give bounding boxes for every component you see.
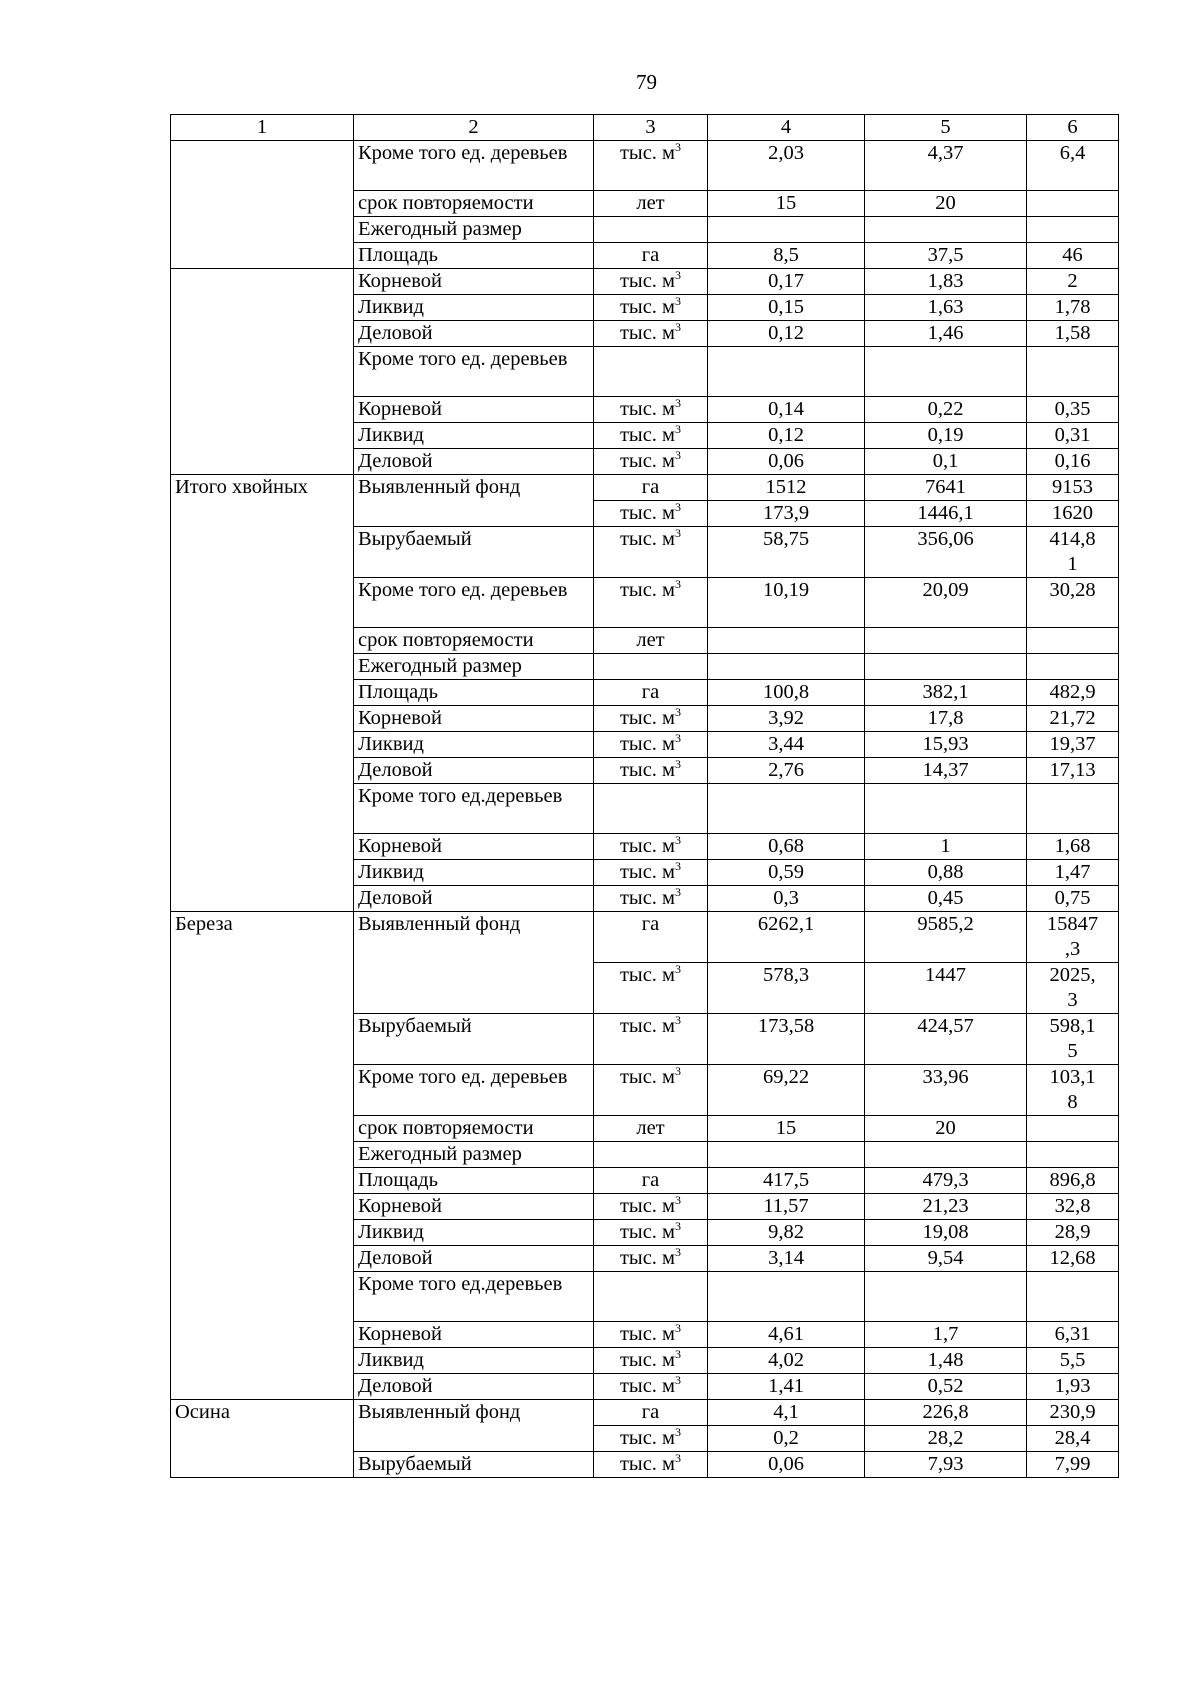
value-cell: 9153 [1027, 475, 1119, 501]
value-cell [865, 1272, 1027, 1322]
indicator-cell: Площадь [354, 680, 594, 706]
indicator-cell: срок повторяемости [354, 1116, 594, 1142]
unit-cell [594, 1348, 708, 1374]
indicator-cell: Кроме того ед. деревьев [354, 1065, 594, 1116]
table-row [171, 1400, 1119, 1426]
value-cell: 1,63 [865, 295, 1027, 321]
unit-exponent: 3 [675, 1321, 682, 1336]
value-cell: 2,03 [708, 141, 865, 191]
unit-text: га [641, 244, 660, 266]
indicator-cell: Ликвид [354, 732, 594, 758]
unit-cell [594, 347, 708, 397]
column-header: 5 [865, 115, 1027, 141]
value-cell: 11,57 [708, 1194, 865, 1220]
unit-text: тыс. м [619, 1323, 676, 1345]
value-cell [865, 217, 1027, 243]
value-cell: 1,48 [865, 1348, 1027, 1374]
unit-text: лет [636, 629, 665, 651]
value-cell [865, 784, 1027, 834]
unit-cell [594, 449, 708, 475]
unit-text: тыс. м [619, 835, 676, 857]
unit-exponent: 3 [675, 885, 682, 900]
unit-exponent: 3 [675, 448, 682, 463]
unit-cell [594, 912, 708, 963]
value-cell: 7641 [865, 475, 1027, 501]
unit-cell [594, 1194, 708, 1220]
unit-cell [594, 1426, 708, 1452]
indicator-cell: Корневой [354, 1194, 594, 1220]
unit-cell [594, 578, 708, 628]
unit-cell [594, 963, 708, 1014]
indicator-cell: Выявленный фонд [354, 1400, 594, 1452]
value-cell: 9,54 [865, 1246, 1027, 1272]
value-cell: 1 [865, 834, 1027, 860]
value-cell [1027, 217, 1119, 243]
value-cell: 0,12 [708, 321, 865, 347]
unit-text: тыс. м [619, 322, 676, 344]
value-cell: 1512 [708, 475, 865, 501]
unit-cell [594, 501, 708, 527]
table-row [171, 475, 1119, 501]
value-cell: 15 [708, 1116, 865, 1142]
value-cell: 578,3 [708, 963, 865, 1014]
unit-exponent: 3 [675, 1064, 682, 1079]
indicator-cell: Ежегодный размер [354, 654, 594, 680]
value-cell: 17,13 [1027, 758, 1119, 784]
column-header: 1 [171, 115, 354, 141]
page-number: 79 [636, 70, 657, 94]
unit-text: тыс. м [619, 450, 676, 472]
unit-exponent: 3 [675, 1451, 682, 1466]
indicator-cell: Корневой [354, 834, 594, 860]
unit-exponent: 3 [675, 500, 682, 515]
unit-text: тыс. м [619, 1375, 676, 1397]
value-cell: 0,31 [1027, 423, 1119, 449]
value-cell: 6,31 [1027, 1322, 1119, 1348]
value-cell: 21,72 [1027, 706, 1119, 732]
unit-cell [594, 706, 708, 732]
unit-text: га [641, 1401, 660, 1423]
indicator-cell: Ликвид [354, 423, 594, 449]
value-cell: 103,1 8 [1027, 1065, 1119, 1116]
indicator-cell: Деловой [354, 758, 594, 784]
value-cell: 0,1 [865, 449, 1027, 475]
unit-cell [594, 191, 708, 217]
value-cell: 19,08 [865, 1220, 1027, 1246]
value-cell [708, 628, 865, 654]
unit-text: тыс. м [619, 270, 676, 292]
value-cell: 0,15 [708, 295, 865, 321]
indicator-cell: Ликвид [354, 1220, 594, 1246]
value-cell: 0,12 [708, 423, 865, 449]
unit-text: тыс. м [619, 1427, 676, 1449]
unit-exponent: 3 [675, 1373, 682, 1388]
value-cell: 32,8 [1027, 1194, 1119, 1220]
unit-cell [594, 475, 708, 501]
value-cell: 4,1 [708, 1400, 865, 1426]
value-cell: 356,06 [865, 527, 1027, 578]
value-cell: 37,5 [865, 243, 1027, 269]
value-cell [1027, 784, 1119, 834]
value-cell: 0,88 [865, 860, 1027, 886]
unit-text: лет [636, 1117, 665, 1139]
value-cell: 1447 [865, 963, 1027, 1014]
value-cell: 3,14 [708, 1246, 865, 1272]
value-cell: 15,93 [865, 732, 1027, 758]
value-cell: 17,8 [865, 706, 1027, 732]
value-cell: 20 [865, 1116, 1027, 1142]
unit-exponent: 3 [675, 731, 682, 746]
unit-cell [594, 628, 708, 654]
unit-cell [594, 886, 708, 912]
value-cell: 7,93 [865, 1452, 1027, 1478]
value-cell: 598,1 5 [1027, 1014, 1119, 1065]
unit-text: тыс. м [619, 142, 676, 164]
value-cell: 1,68 [1027, 834, 1119, 860]
unit-text: тыс. м [619, 502, 676, 524]
unit-exponent: 3 [675, 320, 682, 335]
value-cell: 414,8 1 [1027, 527, 1119, 578]
unit-text: тыс. м [619, 424, 676, 446]
indicator-cell: Ежегодный размер [354, 217, 594, 243]
value-cell: 482,9 [1027, 680, 1119, 706]
unit-exponent: 3 [675, 140, 682, 155]
value-cell: 0,2 [708, 1426, 865, 1452]
indicator-cell: Выявленный фонд [354, 475, 594, 527]
value-cell [1027, 347, 1119, 397]
value-cell: 1,83 [865, 269, 1027, 295]
indicator-cell: Кроме того ед.деревьев [354, 1272, 594, 1322]
value-cell: 28,9 [1027, 1220, 1119, 1246]
unit-exponent: 3 [675, 859, 682, 874]
value-cell: 28,2 [865, 1426, 1027, 1452]
unit-exponent: 3 [675, 294, 682, 309]
unit-cell [594, 1322, 708, 1348]
unit-text: га [641, 913, 660, 935]
value-cell: 4,61 [708, 1322, 865, 1348]
value-cell: 382,1 [865, 680, 1027, 706]
indicator-cell: Кроме того ед. деревьев [354, 578, 594, 628]
value-cell: 100,8 [708, 680, 865, 706]
indicator-cell: срок повторяемости [354, 628, 594, 654]
indicator-cell: Ежегодный размер [354, 1142, 594, 1168]
value-cell: 230,9 [1027, 1400, 1119, 1426]
value-cell: 1620 [1027, 501, 1119, 527]
unit-text: тыс. м [619, 707, 676, 729]
unit-text: тыс. м [619, 1066, 676, 1088]
unit-cell [594, 1142, 708, 1168]
value-cell: 9585,2 [865, 912, 1027, 963]
unit-text: тыс. м [619, 1221, 676, 1243]
value-cell [1027, 1272, 1119, 1322]
unit-cell [594, 1014, 708, 1065]
header-row [171, 115, 1119, 141]
table-row [171, 269, 1119, 295]
species-cell [171, 141, 354, 269]
unit-exponent: 3 [675, 1425, 682, 1440]
unit-exponent: 3 [675, 1245, 682, 1260]
unit-exponent: 3 [675, 268, 682, 283]
value-cell [1027, 191, 1119, 217]
value-cell: 28,4 [1027, 1426, 1119, 1452]
unit-cell [594, 680, 708, 706]
unit-exponent: 3 [675, 1219, 682, 1234]
value-cell [1027, 1142, 1119, 1168]
value-cell: 58,75 [708, 527, 865, 578]
unit-text: тыс. м [619, 1349, 676, 1371]
unit-cell [594, 527, 708, 578]
unit-cell [594, 269, 708, 295]
unit-text: тыс. м [619, 887, 676, 909]
indicator-cell: Выявленный фонд [354, 912, 594, 1014]
value-cell: 21,23 [865, 1194, 1027, 1220]
value-cell: 0,19 [865, 423, 1027, 449]
unit-text: тыс. м [619, 861, 676, 883]
value-cell: 7,99 [1027, 1452, 1119, 1478]
value-cell: 1,41 [708, 1374, 865, 1400]
unit-text: лет [636, 192, 665, 214]
value-cell: 0,22 [865, 397, 1027, 423]
unit-cell [594, 397, 708, 423]
value-cell: 0,3 [708, 886, 865, 912]
unit-cell [594, 834, 708, 860]
value-cell [708, 347, 865, 397]
value-cell: 0,16 [1027, 449, 1119, 475]
value-cell: 1,46 [865, 321, 1027, 347]
unit-text: тыс. м [619, 964, 676, 986]
unit-text: тыс. м [619, 398, 676, 420]
species-cell: Береза [171, 912, 354, 1400]
indicator-cell: Кроме того ед. деревьев [354, 347, 594, 397]
indicator-cell: Корневой [354, 397, 594, 423]
unit-exponent: 3 [675, 705, 682, 720]
value-cell: 0,06 [708, 449, 865, 475]
column-header: 3 [594, 115, 708, 141]
indicator-cell: Вырубаемый [354, 1452, 594, 1478]
indicator-cell: Площадь [354, 243, 594, 269]
unit-text: тыс. м [619, 528, 676, 550]
indicator-cell: Ликвид [354, 860, 594, 886]
indicator-cell: Деловой [354, 1246, 594, 1272]
unit-exponent: 3 [675, 577, 682, 592]
value-cell: 0,75 [1027, 886, 1119, 912]
unit-cell [594, 243, 708, 269]
value-cell: 0,06 [708, 1452, 865, 1478]
value-cell [1027, 628, 1119, 654]
value-cell: 0,59 [708, 860, 865, 886]
value-cell: 4,02 [708, 1348, 865, 1374]
value-cell: 173,9 [708, 501, 865, 527]
unit-cell [594, 654, 708, 680]
species-cell [171, 269, 354, 475]
unit-cell [594, 784, 708, 834]
value-cell: 46 [1027, 243, 1119, 269]
indicator-cell: Деловой [354, 886, 594, 912]
unit-text: тыс. м [619, 1247, 676, 1269]
value-cell: 5,5 [1027, 1348, 1119, 1374]
value-cell: 0,52 [865, 1374, 1027, 1400]
value-cell: 417,5 [708, 1168, 865, 1194]
value-cell: 3,92 [708, 706, 865, 732]
value-cell [1027, 654, 1119, 680]
unit-cell [594, 758, 708, 784]
value-cell: 20,09 [865, 578, 1027, 628]
unit-exponent: 3 [675, 422, 682, 437]
value-cell: 0,14 [708, 397, 865, 423]
forest-fund-table [170, 114, 1119, 1478]
unit-cell [594, 295, 708, 321]
value-cell: 2,76 [708, 758, 865, 784]
indicator-cell: Ликвид [354, 295, 594, 321]
value-cell: 896,8 [1027, 1168, 1119, 1194]
value-cell: 0,35 [1027, 397, 1119, 423]
unit-exponent: 3 [675, 526, 682, 541]
value-cell: 479,3 [865, 1168, 1027, 1194]
species-cell: Итого хвойных [171, 475, 354, 912]
value-cell: 173,58 [708, 1014, 865, 1065]
unit-text: га [641, 476, 660, 498]
unit-exponent: 3 [675, 396, 682, 411]
indicator-cell: Корневой [354, 1322, 594, 1348]
value-cell: 1,7 [865, 1322, 1027, 1348]
value-cell: 2 [1027, 269, 1119, 295]
value-cell: 1,78 [1027, 295, 1119, 321]
value-cell: 2025, 3 [1027, 963, 1119, 1014]
value-cell [865, 628, 1027, 654]
value-cell [865, 347, 1027, 397]
value-cell: 20 [865, 191, 1027, 217]
value-cell: 6,4 [1027, 141, 1119, 191]
indicator-cell: Деловой [354, 321, 594, 347]
value-cell: 9,82 [708, 1220, 865, 1246]
value-cell: 10,19 [708, 578, 865, 628]
unit-text: тыс. м [619, 733, 676, 755]
unit-cell [594, 1452, 708, 1478]
unit-exponent: 3 [675, 962, 682, 977]
table-row [171, 912, 1119, 963]
value-cell: 15 [708, 191, 865, 217]
value-cell: 33,96 [865, 1065, 1027, 1116]
value-cell [708, 784, 865, 834]
unit-cell [594, 1400, 708, 1426]
value-cell [708, 1272, 865, 1322]
indicator-cell: срок повторяемости [354, 191, 594, 217]
value-cell [708, 1142, 865, 1168]
unit-cell [594, 732, 708, 758]
indicator-cell: Кроме того ед. деревьев [354, 141, 594, 191]
unit-cell [594, 321, 708, 347]
value-cell [708, 654, 865, 680]
value-cell: 69,22 [708, 1065, 865, 1116]
unit-exponent: 3 [675, 757, 682, 772]
unit-exponent: 3 [675, 1347, 682, 1362]
unit-exponent: 3 [675, 833, 682, 848]
table-row [171, 141, 1119, 191]
unit-cell [594, 1374, 708, 1400]
value-cell: 8,5 [708, 243, 865, 269]
unit-cell [594, 1168, 708, 1194]
unit-text: тыс. м [619, 579, 676, 601]
value-cell: 4,37 [865, 141, 1027, 191]
value-cell: 1,93 [1027, 1374, 1119, 1400]
unit-text: тыс. м [619, 1453, 676, 1475]
unit-cell [594, 217, 708, 243]
value-cell: 424,57 [865, 1014, 1027, 1065]
unit-text: тыс. м [619, 296, 676, 318]
unit-exponent: 3 [675, 1193, 682, 1208]
unit-cell [594, 141, 708, 191]
unit-exponent: 3 [675, 1013, 682, 1028]
unit-text: тыс. м [619, 1195, 676, 1217]
species-cell: Осина [171, 1400, 354, 1478]
value-cell [708, 217, 865, 243]
value-cell: 1,47 [1027, 860, 1119, 886]
column-header: 2 [354, 115, 594, 141]
value-cell: 1,58 [1027, 321, 1119, 347]
unit-cell [594, 1220, 708, 1246]
unit-text: га [641, 681, 660, 703]
value-cell: 6262,1 [708, 912, 865, 963]
unit-text: га [641, 1169, 660, 1191]
column-header: 4 [708, 115, 865, 141]
value-cell: 0,68 [708, 834, 865, 860]
unit-text: тыс. м [619, 759, 676, 781]
unit-cell [594, 423, 708, 449]
value-cell: 3,44 [708, 732, 865, 758]
value-cell: 0,17 [708, 269, 865, 295]
value-cell: 30,28 [1027, 578, 1119, 628]
indicator-cell: Кроме того ед.деревьев [354, 784, 594, 834]
indicator-cell: Площадь [354, 1168, 594, 1194]
unit-text: тыс. м [619, 1015, 676, 1037]
indicator-cell: Деловой [354, 449, 594, 475]
indicator-cell: Корневой [354, 269, 594, 295]
value-cell [865, 1142, 1027, 1168]
indicator-cell: Деловой [354, 1374, 594, 1400]
indicator-cell: Ликвид [354, 1348, 594, 1374]
value-cell: 226,8 [865, 1400, 1027, 1426]
unit-cell [594, 1065, 708, 1116]
unit-cell [594, 1246, 708, 1272]
unit-cell [594, 1116, 708, 1142]
unit-cell [594, 860, 708, 886]
indicator-cell: Корневой [354, 706, 594, 732]
unit-cell [594, 1272, 708, 1322]
value-cell: 0,45 [865, 886, 1027, 912]
value-cell [1027, 1116, 1119, 1142]
indicator-cell: Вырубаемый [354, 1014, 594, 1065]
column-header: 6 [1027, 115, 1119, 141]
value-cell [865, 654, 1027, 680]
value-cell: 19,37 [1027, 732, 1119, 758]
indicator-cell: Вырубаемый [354, 527, 594, 578]
value-cell: 15847 ,3 [1027, 912, 1119, 963]
value-cell: 1446,1 [865, 501, 1027, 527]
value-cell: 14,37 [865, 758, 1027, 784]
value-cell: 12,68 [1027, 1246, 1119, 1272]
